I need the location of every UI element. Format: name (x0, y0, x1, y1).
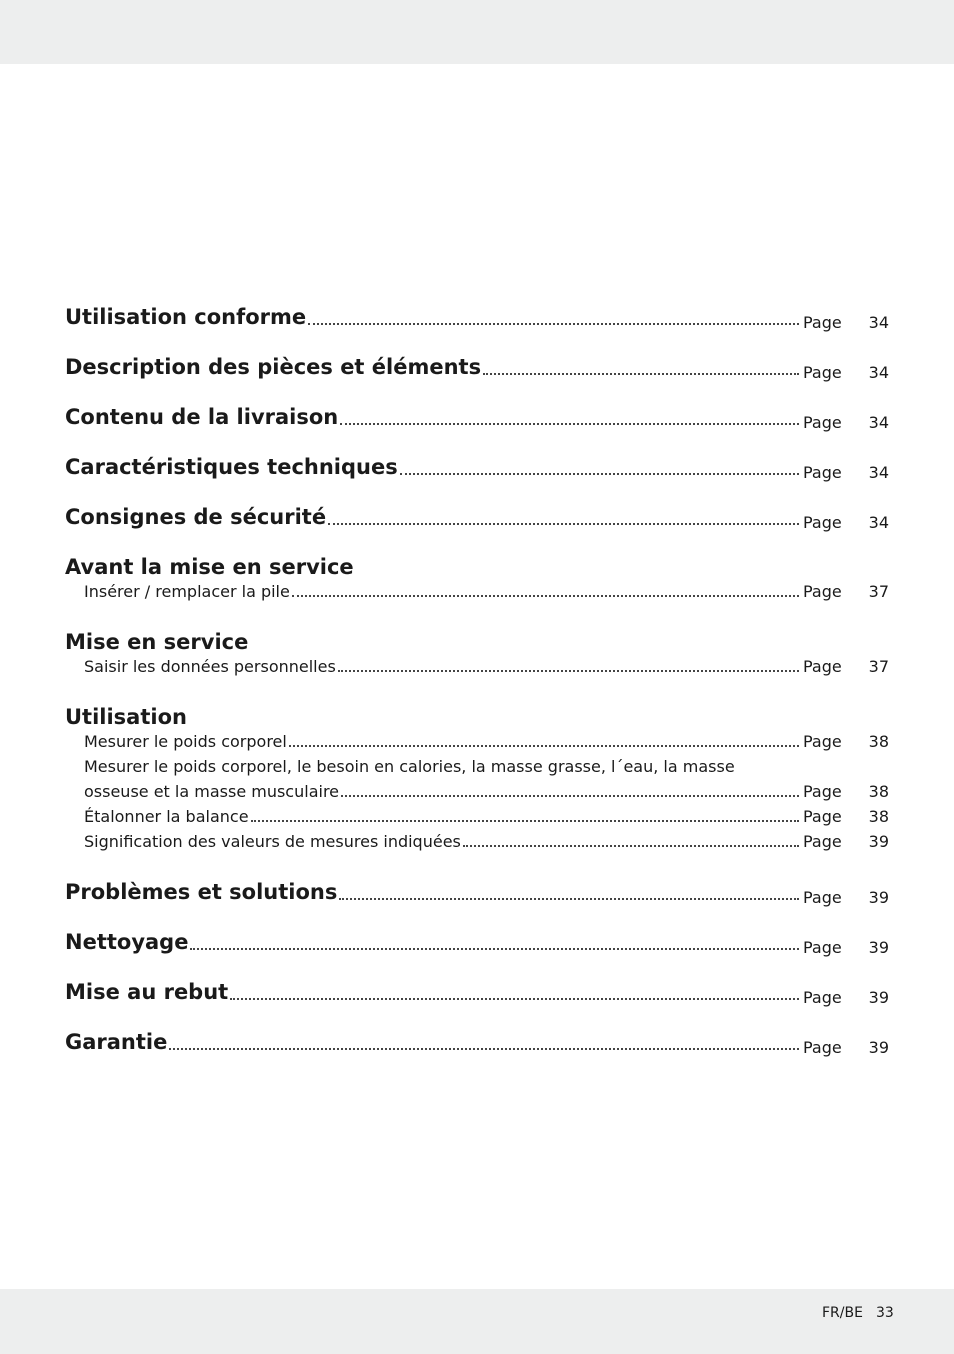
toc-entry-description[interactable] (65, 354, 889, 380)
toc-title: Caractéristiques techniques (65, 455, 398, 479)
dot-leader (338, 670, 799, 672)
page-label: Page (803, 938, 842, 957)
toc-subentry-signification[interactable] (84, 832, 889, 852)
dot-leader (251, 820, 799, 822)
toc-subtitle: Saisir les données personnelles (84, 657, 336, 676)
page-label: Page (803, 363, 842, 382)
page-number: 38 (868, 807, 889, 826)
dot-leader (289, 745, 799, 747)
footer-band (0, 1289, 954, 1354)
toc-subentry-poids-corporel[interactable] (84, 732, 889, 752)
dot-leader (169, 1048, 799, 1050)
toc-title: Contenu de la livraison (65, 405, 339, 429)
page-label: Page (803, 513, 842, 532)
footer-locale: FR/BE (822, 1305, 863, 1321)
toc-subtitle: Mesurer le poids corporel (84, 732, 287, 751)
toc-entry-utilisation-conforme[interactable] (65, 304, 889, 330)
page-label: Page (803, 463, 842, 482)
toc-heading-avant-mise-en-service[interactable]: Avant la mise en service (65, 555, 354, 579)
page-label: Page (803, 782, 842, 801)
page-number: 38 (868, 732, 889, 751)
page-number: 39 (868, 988, 889, 1007)
toc-subentry-inserer-pile[interactable] (84, 582, 889, 602)
toc-entry-garantie[interactable] (65, 1029, 889, 1055)
toc-title: Mise au rebut (65, 980, 229, 1004)
page-label: Page (803, 988, 842, 1007)
toc-title: Utilisation conforme (65, 305, 307, 329)
page-label: Page (803, 313, 842, 332)
toc-title: Consignes de sécurité (65, 505, 327, 529)
toc-title: Nettoyage (65, 930, 189, 954)
dot-leader (328, 523, 799, 525)
dot-leader (292, 595, 799, 597)
page-number: 37 (868, 657, 889, 676)
dot-leader (483, 373, 799, 375)
page-label: Page (803, 732, 842, 751)
page-number: 34 (868, 413, 889, 432)
page-number: 34 (868, 513, 889, 532)
dot-leader (340, 423, 799, 425)
page-label: Page (803, 807, 842, 826)
toc-entry-problemes[interactable] (65, 879, 889, 905)
toc-subtitle: Étalonner la balance (84, 807, 249, 826)
toc-heading-mise-en-service[interactable]: Mise en service (65, 630, 249, 654)
toc-title: Garantie (65, 1030, 168, 1054)
page-number: 34 (868, 313, 889, 332)
toc-subtitle: osseuse et la masse musculaire (84, 782, 340, 801)
dot-leader (230, 998, 799, 1000)
footer-page-number: 33 (876, 1305, 894, 1321)
dot-leader (339, 898, 799, 900)
toc-entry-caracteristiques[interactable] (65, 454, 889, 480)
dot-leader (341, 795, 799, 797)
page-label: Page (803, 413, 842, 432)
dot-leader (308, 323, 799, 325)
page-number: 34 (868, 363, 889, 382)
page-number: 39 (868, 1038, 889, 1057)
toc-title: Problèmes et solutions (65, 880, 338, 904)
toc-subtitle: Signification des valeurs de mesures indiquées (84, 832, 461, 851)
page-label: Page (803, 888, 842, 907)
toc-subentry-mesures-line1[interactable]: Mesurer le poids corporel, le besoin en calories, la masse grasse, l´eau, la masse (84, 757, 735, 776)
page-label: Page (803, 582, 842, 601)
page-number: 39 (868, 832, 889, 851)
page-number: 39 (868, 888, 889, 907)
page-label: Page (803, 657, 842, 676)
dot-leader (463, 845, 799, 847)
toc-title: Description des pièces et éléments (65, 355, 482, 379)
toc-subentry-donnees-personnelles[interactable] (84, 657, 889, 677)
toc-heading-utilisation[interactable]: Utilisation (65, 705, 187, 729)
toc-subentry-mesures-line2[interactable] (84, 782, 889, 802)
dot-leader (400, 473, 799, 475)
toc-entry-consignes[interactable] (65, 504, 889, 530)
toc-entry-nettoyage[interactable] (65, 929, 889, 955)
toc-entry-mise-au-rebut[interactable] (65, 979, 889, 1005)
toc-entry-contenu[interactable] (65, 404, 889, 430)
page-label: Page (803, 1038, 842, 1057)
header-band (0, 0, 954, 64)
toc-subentry-etalonner[interactable] (84, 807, 889, 827)
page-number: 37 (868, 582, 889, 601)
page-number: 39 (868, 938, 889, 957)
page-number: 34 (868, 463, 889, 482)
toc-subtitle: Insérer / remplacer la pile (84, 582, 290, 601)
page-number: 38 (868, 782, 889, 801)
page-label: Page (803, 832, 842, 851)
dot-leader (190, 948, 799, 950)
